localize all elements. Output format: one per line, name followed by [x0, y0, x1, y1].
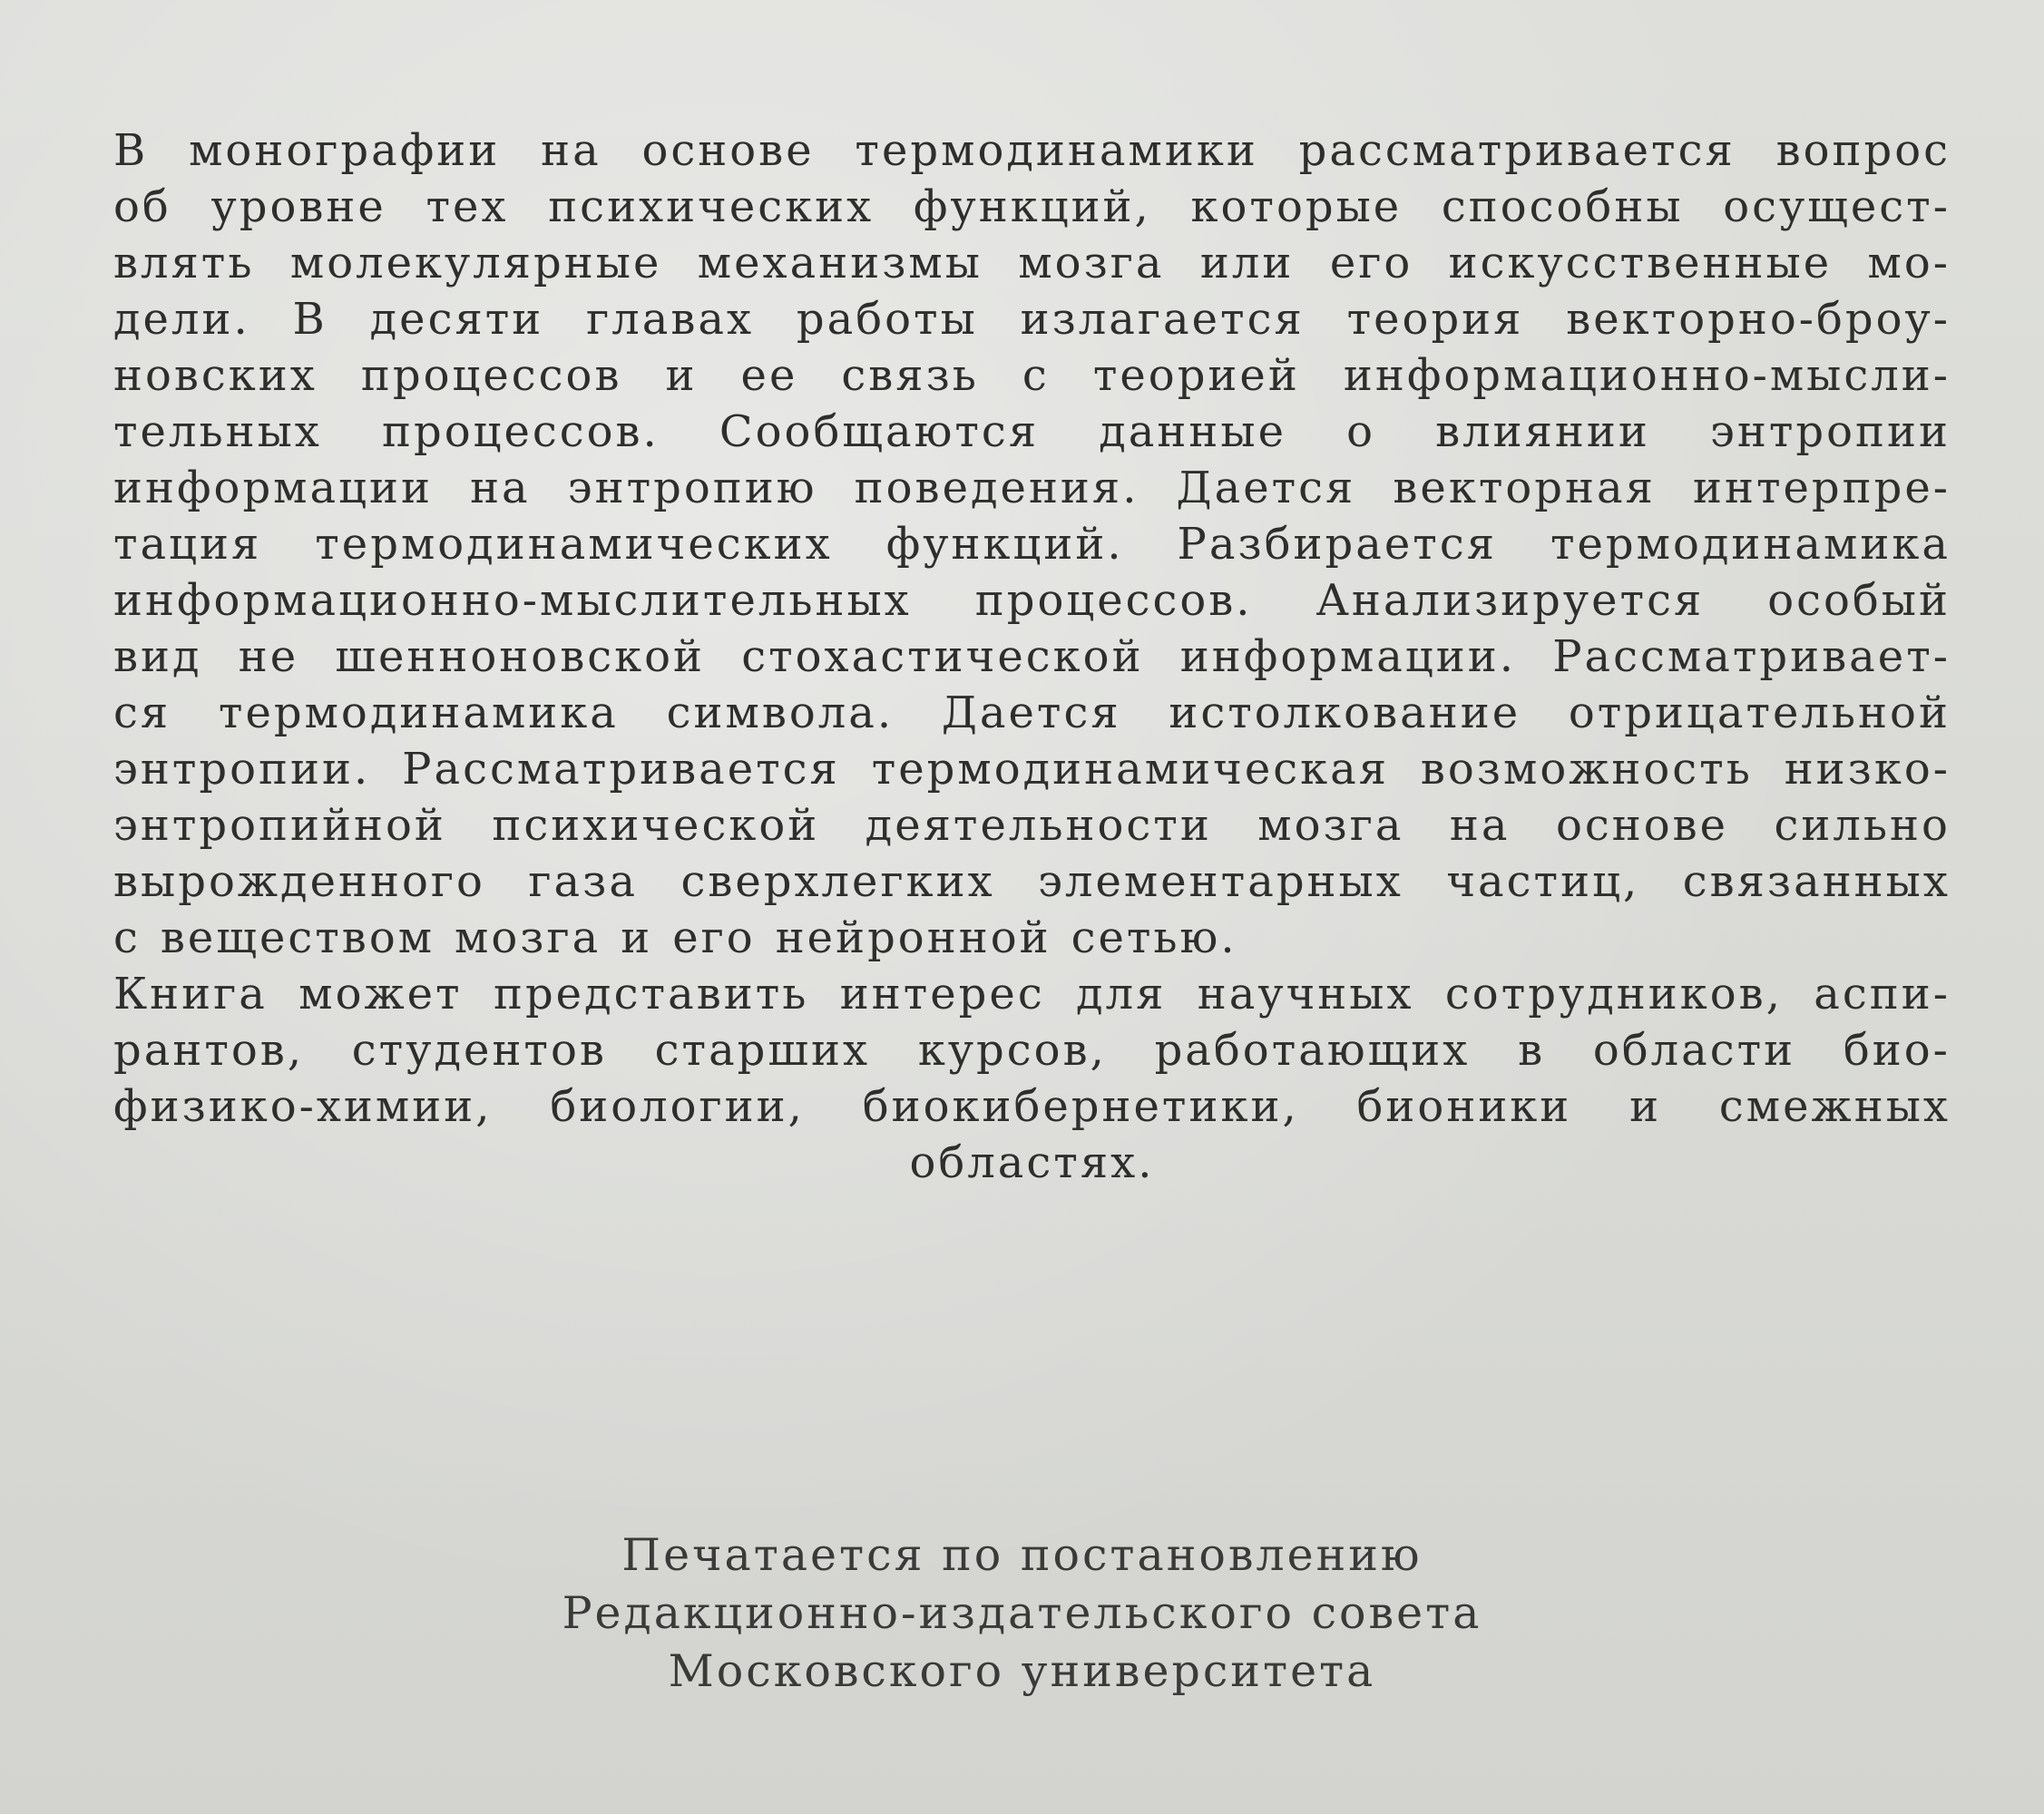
word: данные: [1099, 406, 1286, 457]
word: особый: [1767, 575, 1951, 626]
word: поведения.: [854, 463, 1139, 513]
word: биологии,: [550, 1081, 805, 1132]
word: и: [621, 912, 653, 963]
word: сотрудников,: [1444, 969, 1783, 1019]
abstract-line: [113, 853, 1951, 910]
word: истолкование: [1169, 688, 1521, 738]
word: тех: [425, 181, 509, 232]
word: ее: [740, 350, 798, 401]
word: тация: [113, 519, 262, 570]
imprint-line: Печатается по постановлению: [621, 1529, 1423, 1581]
word: его: [1329, 238, 1413, 288]
abstract-line: [113, 235, 1951, 291]
word: и: [1629, 1081, 1662, 1132]
word: на: [541, 125, 601, 176]
word: сверхлегких: [680, 856, 995, 907]
word: В: [113, 125, 149, 176]
word: теорией: [1092, 350, 1300, 401]
word: смежных: [1718, 1081, 1951, 1132]
word: векторная: [1393, 463, 1656, 513]
word: процессов.: [381, 406, 660, 457]
word: Книга: [113, 969, 268, 1019]
word: энтропии: [1709, 406, 1951, 457]
abstract-line: [113, 572, 1951, 629]
word: мозга: [455, 912, 601, 963]
word: интерес: [839, 969, 1045, 1019]
abstract-line: [113, 516, 1951, 572]
word: низко-: [1784, 744, 1951, 795]
word: ся: [113, 688, 171, 738]
word: в: [1518, 1025, 1546, 1076]
abstract-line: [113, 404, 1951, 460]
abstract-line: [113, 1135, 1951, 1191]
word: процессов: [360, 350, 622, 401]
word: вырожденного: [113, 856, 485, 907]
abstract-line: [113, 347, 1951, 404]
word: термодинамическая: [871, 744, 1390, 795]
word: на: [1449, 800, 1511, 851]
word: В: [292, 294, 328, 345]
word: биокибернетики,: [862, 1081, 1299, 1132]
word: термодинамика: [1550, 519, 1951, 570]
word: Рассматривается: [402, 744, 840, 795]
word: об: [113, 181, 171, 232]
word: бионики: [1356, 1081, 1572, 1132]
word: психических: [548, 181, 875, 232]
word: для: [1076, 969, 1167, 1019]
abstract-line: [113, 291, 1951, 347]
word: работы: [796, 294, 978, 345]
word: основе: [641, 125, 815, 176]
abstract-line: [113, 741, 1951, 797]
word: символа.: [666, 688, 895, 738]
word: связь: [841, 350, 979, 401]
abstract-line: [113, 966, 1951, 1022]
abstract-line: [113, 1078, 1951, 1135]
word: физико-химии,: [113, 1081, 493, 1132]
word: связанных: [1682, 856, 1951, 907]
word: с: [1022, 350, 1050, 401]
word: термодинамики: [855, 125, 1258, 176]
imprint-block: [0, 1526, 2044, 1701]
word: не: [238, 631, 299, 682]
abstract-line: [113, 629, 1951, 685]
word: которые: [1190, 181, 1403, 232]
word: нейронной: [775, 912, 1051, 963]
word: и: [665, 350, 698, 401]
word: о: [1346, 406, 1375, 457]
word: научных: [1197, 969, 1414, 1019]
word: мозга: [1257, 800, 1404, 851]
imprint-line: Редакционно-издательского совета: [562, 1587, 1482, 1639]
word: процессов.: [974, 575, 1253, 626]
word: мозга: [1018, 238, 1165, 288]
word: газа: [528, 856, 638, 907]
word: отрицательной: [1568, 688, 1951, 738]
word: теория: [1346, 294, 1524, 345]
abstract-line: [113, 910, 1951, 966]
word: курсов,: [917, 1025, 1107, 1076]
word: или: [1199, 238, 1295, 288]
word: десяти: [369, 294, 544, 345]
word: частиц,: [1446, 856, 1640, 907]
word: термодинамических: [315, 519, 833, 570]
word: новских: [113, 350, 318, 401]
word: термодинамика: [218, 688, 619, 738]
word: влиянии: [1435, 406, 1650, 457]
word: на: [470, 463, 531, 513]
word: основе: [1555, 800, 1729, 851]
word: шенноновской: [335, 631, 705, 682]
word: тельных: [113, 406, 322, 457]
word: мо-: [1867, 238, 1951, 288]
word: Разбирается: [1177, 519, 1497, 570]
word: сетью.: [1071, 912, 1237, 963]
word: деятельности: [865, 800, 1212, 851]
word: старших: [654, 1025, 871, 1076]
abstract-line: [113, 179, 1951, 235]
word: вопрос: [1775, 125, 1951, 176]
word: с: [113, 912, 141, 963]
word: рассматривается: [1298, 125, 1736, 176]
word: студентов: [351, 1025, 607, 1076]
word: психической: [492, 800, 820, 851]
word: Сообщаются: [719, 406, 1040, 457]
word: функций,: [913, 181, 1151, 232]
word: излагается: [1020, 294, 1305, 345]
word: сильно: [1774, 800, 1951, 851]
word: молекулярные: [289, 238, 662, 288]
word: осущест-: [1723, 181, 1951, 232]
word: областях.: [909, 1137, 1155, 1188]
word: информационно-мысли-: [1343, 350, 1951, 401]
word: вид: [113, 631, 202, 682]
word: уровне: [210, 181, 386, 232]
word: влять: [113, 238, 255, 288]
word: информационно-мыслительных: [113, 575, 912, 626]
word: его: [672, 912, 756, 963]
word: может: [298, 969, 463, 1019]
word: механизмы: [697, 238, 983, 288]
word: рантов,: [113, 1025, 305, 1076]
abstract-line: [113, 685, 1951, 741]
imprint-line: Московского университета: [668, 1645, 1376, 1697]
abstract-line: [113, 1022, 1951, 1078]
word: интерпре-: [1692, 463, 1951, 513]
word: элементарных: [1038, 856, 1403, 907]
abstract-line: [113, 460, 1951, 516]
word: информации.: [1179, 631, 1517, 682]
word: главах: [586, 294, 755, 345]
word: дели.: [113, 294, 250, 345]
word: возможность: [1420, 744, 1753, 795]
word: Анализируется: [1315, 575, 1705, 626]
word: био-: [1843, 1025, 1951, 1076]
word: области: [1592, 1025, 1796, 1076]
abstract-line: [113, 122, 1951, 179]
word: аспи-: [1814, 969, 1951, 1019]
abstract-block: [113, 122, 1951, 1191]
word: Дается: [941, 688, 1121, 738]
word: функций.: [885, 519, 1124, 570]
word: энтропии.: [113, 744, 371, 795]
abstract-line: [113, 797, 1951, 853]
word: информации: [113, 463, 433, 513]
word: векторно-броу-: [1566, 294, 1951, 345]
word: представить: [493, 969, 809, 1019]
word: энтропию: [567, 463, 817, 513]
word: энтропийной: [113, 800, 446, 851]
word: способны: [1441, 181, 1684, 232]
word: стохастической: [741, 631, 1144, 682]
word: работающих: [1154, 1025, 1471, 1076]
word: Дается: [1176, 463, 1356, 513]
word: монографии: [189, 125, 501, 176]
word: искусственные: [1448, 238, 1833, 288]
word: Рассматривает-: [1552, 631, 1951, 682]
word: веществом: [160, 912, 435, 963]
